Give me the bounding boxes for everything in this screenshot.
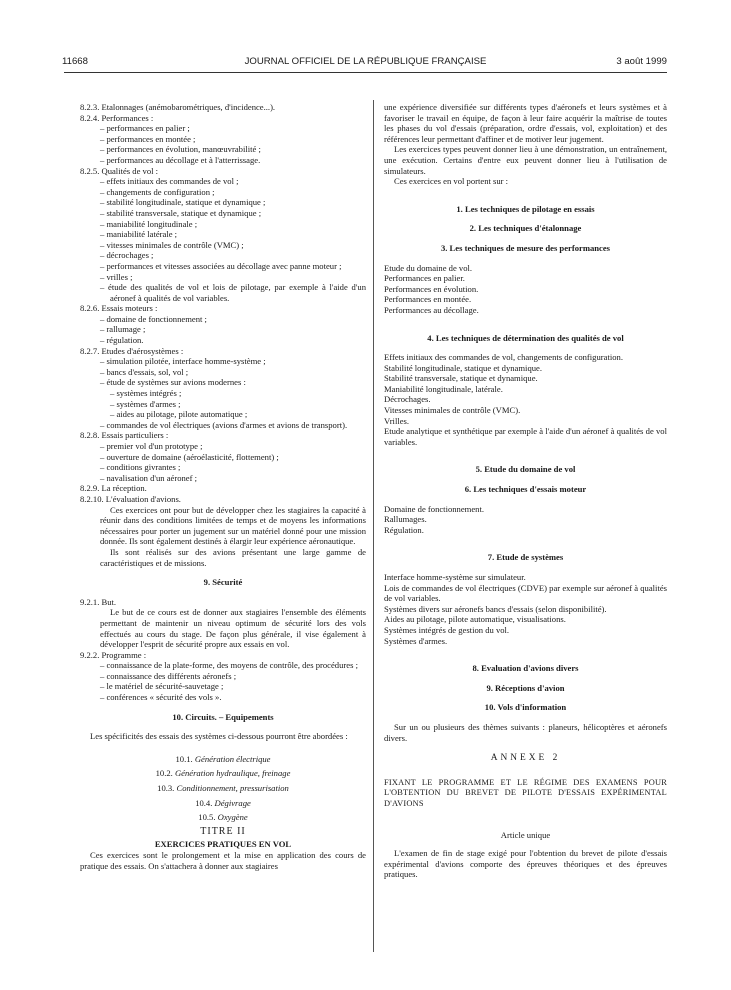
paragraph: Ils sont réalisés sur des avions présentant une large gamme de caractéristiques et de missions. — [100, 546, 366, 568]
list-item: Performances au décollage. — [384, 304, 479, 315]
section-8-2-9: 8.2.9. La réception. — [80, 483, 147, 494]
list-item: – connaissance de la plate-forme, des moyens de contrôle, des procédures ; — [100, 660, 358, 671]
section-8-2-3: 8.2.3. Etalonnages (anémobarométriques, d'incidence...). — [80, 102, 276, 112]
list-item: – navalisation d'un aéronef ; — [100, 472, 198, 483]
list-item: Effets initiaux des commandes de vol, changements de configuration. — [384, 352, 623, 363]
list-item: – régulation. — [100, 335, 144, 346]
paragraph: Ces exercices ont pour but de développer chez les stagiaires la capacité à réunir dans des conditions limitées de temps et de moyens les informations nécessaires pour porter un jugement sur un matériel donné pour une mission donnée. Ils sont également destinés à élargir leur expérience aéronautique. — [100, 504, 366, 547]
section-heading: 2. Les techniques d'étalonnage — [469, 223, 582, 234]
list-item: – performances en évolution, manœuvrabilité ; — [100, 144, 261, 155]
list-item: Vrilles. — [384, 415, 410, 426]
list-item: – conférences « sécurité des vols ». — [100, 692, 222, 703]
section-heading: 9. Sécurité — [203, 577, 243, 588]
list-item: – ouverture de domaine (aéroélasticité, flottement) ; — [100, 451, 279, 462]
list-item: Décrochages. — [384, 394, 431, 405]
titre-heading: TITRE II — [200, 825, 246, 837]
section-9-2-1: 9.2.1. But. — [80, 596, 117, 607]
list-item: – vitesses minimales de contrôle (VMC) ; — [100, 239, 244, 250]
list-item: – performances au décollage et à l'atterrissage. — [100, 154, 261, 165]
list-item: Stabilité longitudinale, statique et dynamique. — [384, 362, 542, 373]
paragraph: Ces exercices en vol portent sur : — [394, 176, 509, 187]
list-item: – stabilité longitudinale, statique et dynamique ; — [100, 197, 266, 208]
list-item: Rallumages. — [384, 514, 427, 525]
section-heading: 9. Réceptions d'avion — [486, 682, 565, 693]
annexe-title: FIXANT LE PROGRAMME ET LE RÉGIME DES EXAMENS POUR L'OBTENTION DU BREVET DE PILOTE D'ESSAIS EXPÉRIMENTAL D'AVIONS — [384, 777, 667, 808]
section-8-2-7: 8.2.7. Etudes d'aérosystèmes : — [80, 345, 184, 356]
article-heading: Article unique — [500, 829, 551, 840]
list-item: Lois de commandes de vol électriques (CDVE) par exemple sur aéronef à qualités de vol variables. — [384, 582, 667, 604]
section-8-2-8: 8.2.8. Essais particuliers : — [80, 430, 169, 441]
page-number: 11668 — [62, 56, 88, 67]
section-heading: 3. Les techniques de mesure des performances — [440, 242, 611, 253]
section-heading: 10. Vols d'information — [484, 702, 567, 713]
paragraph: Les exercices types peuvent donner lieu à une démonstration, un entraînement, une exécution. Certains d'entre eux peuvent donner lieu à l'utilisation de simulateurs. — [384, 144, 667, 176]
list-item: – étude des qualités de vol et lois de pilotage, par exemple à l'aide d'un aéronef à qualités de vol variables. — [100, 282, 366, 303]
list-item: – connaissance des différents aéronefs ; — [100, 670, 237, 681]
list-item: – performances en palier ; — [100, 123, 190, 134]
header-rule — [64, 72, 667, 73]
section-heading: 6. Les techniques d'essais moteur — [464, 484, 587, 495]
section-8-2-10: 8.2.10. L'évaluation d'avions. — [80, 493, 181, 504]
list-item: Stabilité transversale, statique et dynamique. — [384, 373, 538, 384]
section-heading: 4. Les techniques de détermination des qualités de vol — [427, 332, 624, 343]
list-item: Performances en évolution. — [384, 283, 479, 294]
section-heading: 7. Etude de systèmes — [487, 552, 564, 563]
paragraph: Le but de ce cours est de donner aux stagiaires l'ensemble des éléments permettant de maintenir un niveau optimum de sécurité lors des vols effectués au cours du stage. De façon plus générale, il vise également à développer l'esprit de sécurité propre aux essais en vol. — [100, 607, 366, 650]
list-item: – décrochages ; — [100, 250, 154, 261]
paragraph: Sur un ou plusieurs des thèmes suivants : planeurs, hélicoptères et aéronefs divers. — [384, 721, 667, 743]
list-item: – stabilité transversale, statique et dynamique ; — [100, 207, 262, 218]
annexe-heading: ANNEXE 2 — [490, 753, 561, 764]
subsection-10-4: 10.4. Dégivrage — [195, 797, 251, 808]
list-item: Interface homme-système sur simulateur. — [384, 572, 526, 582]
list-item: – rallumage ; — [100, 324, 146, 335]
subsection-10-3: 10.3. Conditionnement, pressurisation — [157, 783, 289, 794]
issue-date: 3 août 1999 — [616, 56, 667, 67]
list-item: – bancs d'essais, sol, vol ; — [100, 366, 189, 377]
paragraph: Ces exercices sont le prolongement et la mise en application des cours de pratique des essais. On s'attachera à donner aux stagiaires — [80, 850, 366, 871]
list-item: – systèmes d'armes ; — [110, 398, 181, 409]
list-item: – étude de systèmes sur avions modernes : — [100, 377, 246, 388]
list-item: – effets initiaux des commandes de vol ; — [100, 176, 239, 187]
list-item: – premier vol d'un prototype ; — [100, 441, 203, 451]
list-item: – performances en montée ; — [100, 133, 196, 144]
list-item: – performances et vitesses associées au décollage avec panne moteur ; — [100, 260, 342, 271]
list-item: Aides au pilotage, pilote automatique, visualisations. — [384, 614, 566, 625]
section-8-2-4: 8.2.4. Performances : — [80, 112, 154, 123]
section-8-2-6: 8.2.6. Essais moteurs : — [80, 303, 158, 314]
titre-subheading: EXERCICES PRATIQUES EN VOL — [154, 839, 292, 850]
list-item: Vitesses minimales de contrôle (VMC). — [384, 405, 521, 416]
list-item: Systèmes d'armes. — [384, 635, 448, 646]
journal-title: JOURNAL OFFICIEL DE LA RÉPUBLIQUE FRANÇAISE — [244, 56, 487, 67]
list-item: – simulation pilotée, interface homme-système ; — [100, 356, 266, 367]
list-item: – aides au pilotage, pilote automatique ; — [110, 409, 248, 420]
section-heading: 1. Les techniques de pilotage en essais — [456, 203, 595, 214]
paragraph: Les spécificités des essais des systèmes ci-dessous pourront être abordées : — [90, 731, 348, 742]
list-item: Etude analytique et synthétique par exemple à l'aide d'un aéronef à qualités de vol variables. — [384, 426, 667, 447]
section-8-2-5: 8.2.5. Qualités de vol : — [80, 165, 159, 176]
column-divider — [373, 100, 374, 952]
list-item: Etude du domaine de vol. — [384, 262, 473, 273]
list-item: Systèmes divers sur aéronefs bancs d'essais (selon disponibilité). — [384, 603, 607, 614]
section-heading: 5. Etude du domaine de vol — [475, 464, 576, 475]
paragraph: L'examen de fin de stage exigé pour l'obtention du brevet de pilote d'essais expérimental d'avions comporte des épreuves théoriques et des épreuves pratiques. — [384, 848, 667, 880]
list-item: Systèmes intégrés de gestion du vol. — [384, 624, 510, 635]
right-column — [384, 102, 667, 880]
list-item: – vrilles ; — [100, 271, 133, 282]
list-item: – le matériel de sécurité-sauvetage ; — [100, 681, 224, 692]
subsection-10-1: 10.1. Génération électrique — [175, 753, 271, 764]
list-item: Performances en montée. — [384, 294, 472, 305]
list-item: Régulation. — [384, 524, 424, 535]
paragraph: une expérience diversifiée sur différents types d'aéronefs et leurs systèmes et à favoriser le travail en équipe, de façon à leur faire acquérir la maîtrise de toutes les phases du vol d'essais (préparation, ordre d'essais, vol, exploitation) et des références leur permettant d'affiner et de motiver leur jugement. — [384, 102, 667, 144]
list-item: Maniabilité longitudinale, latérale. — [384, 383, 503, 394]
list-item: – maniabilité latérale ; — [100, 229, 178, 240]
list-item: – conditions givrantes ; — [100, 462, 181, 473]
left-column — [80, 102, 366, 871]
section-heading: 8. Evaluation d'avions divers — [472, 663, 579, 674]
list-item: – commandes de vol électriques (avions d'armes et avions de transport). — [100, 419, 348, 430]
section-9-2-2: 9.2.2. Programme : — [80, 649, 147, 660]
list-item: – maniabilité longitudinale ; — [100, 218, 198, 229]
page-header — [0, 56, 731, 70]
subsection-10-2: 10.2. Génération hydraulique, freinage — [155, 768, 291, 779]
subsection-10-5: 10.5. Oxygène — [198, 812, 248, 823]
list-item: – domaine de fonctionnement ; — [100, 313, 207, 324]
list-item: – systèmes intégrés ; — [110, 388, 182, 399]
list-item: – changements de configuration ; — [100, 186, 215, 197]
list-item: Domaine de fonctionnement. — [384, 503, 484, 514]
list-item: Performances en palier. — [384, 273, 465, 284]
section-heading: 10. Circuits. – Equipements — [172, 711, 274, 722]
